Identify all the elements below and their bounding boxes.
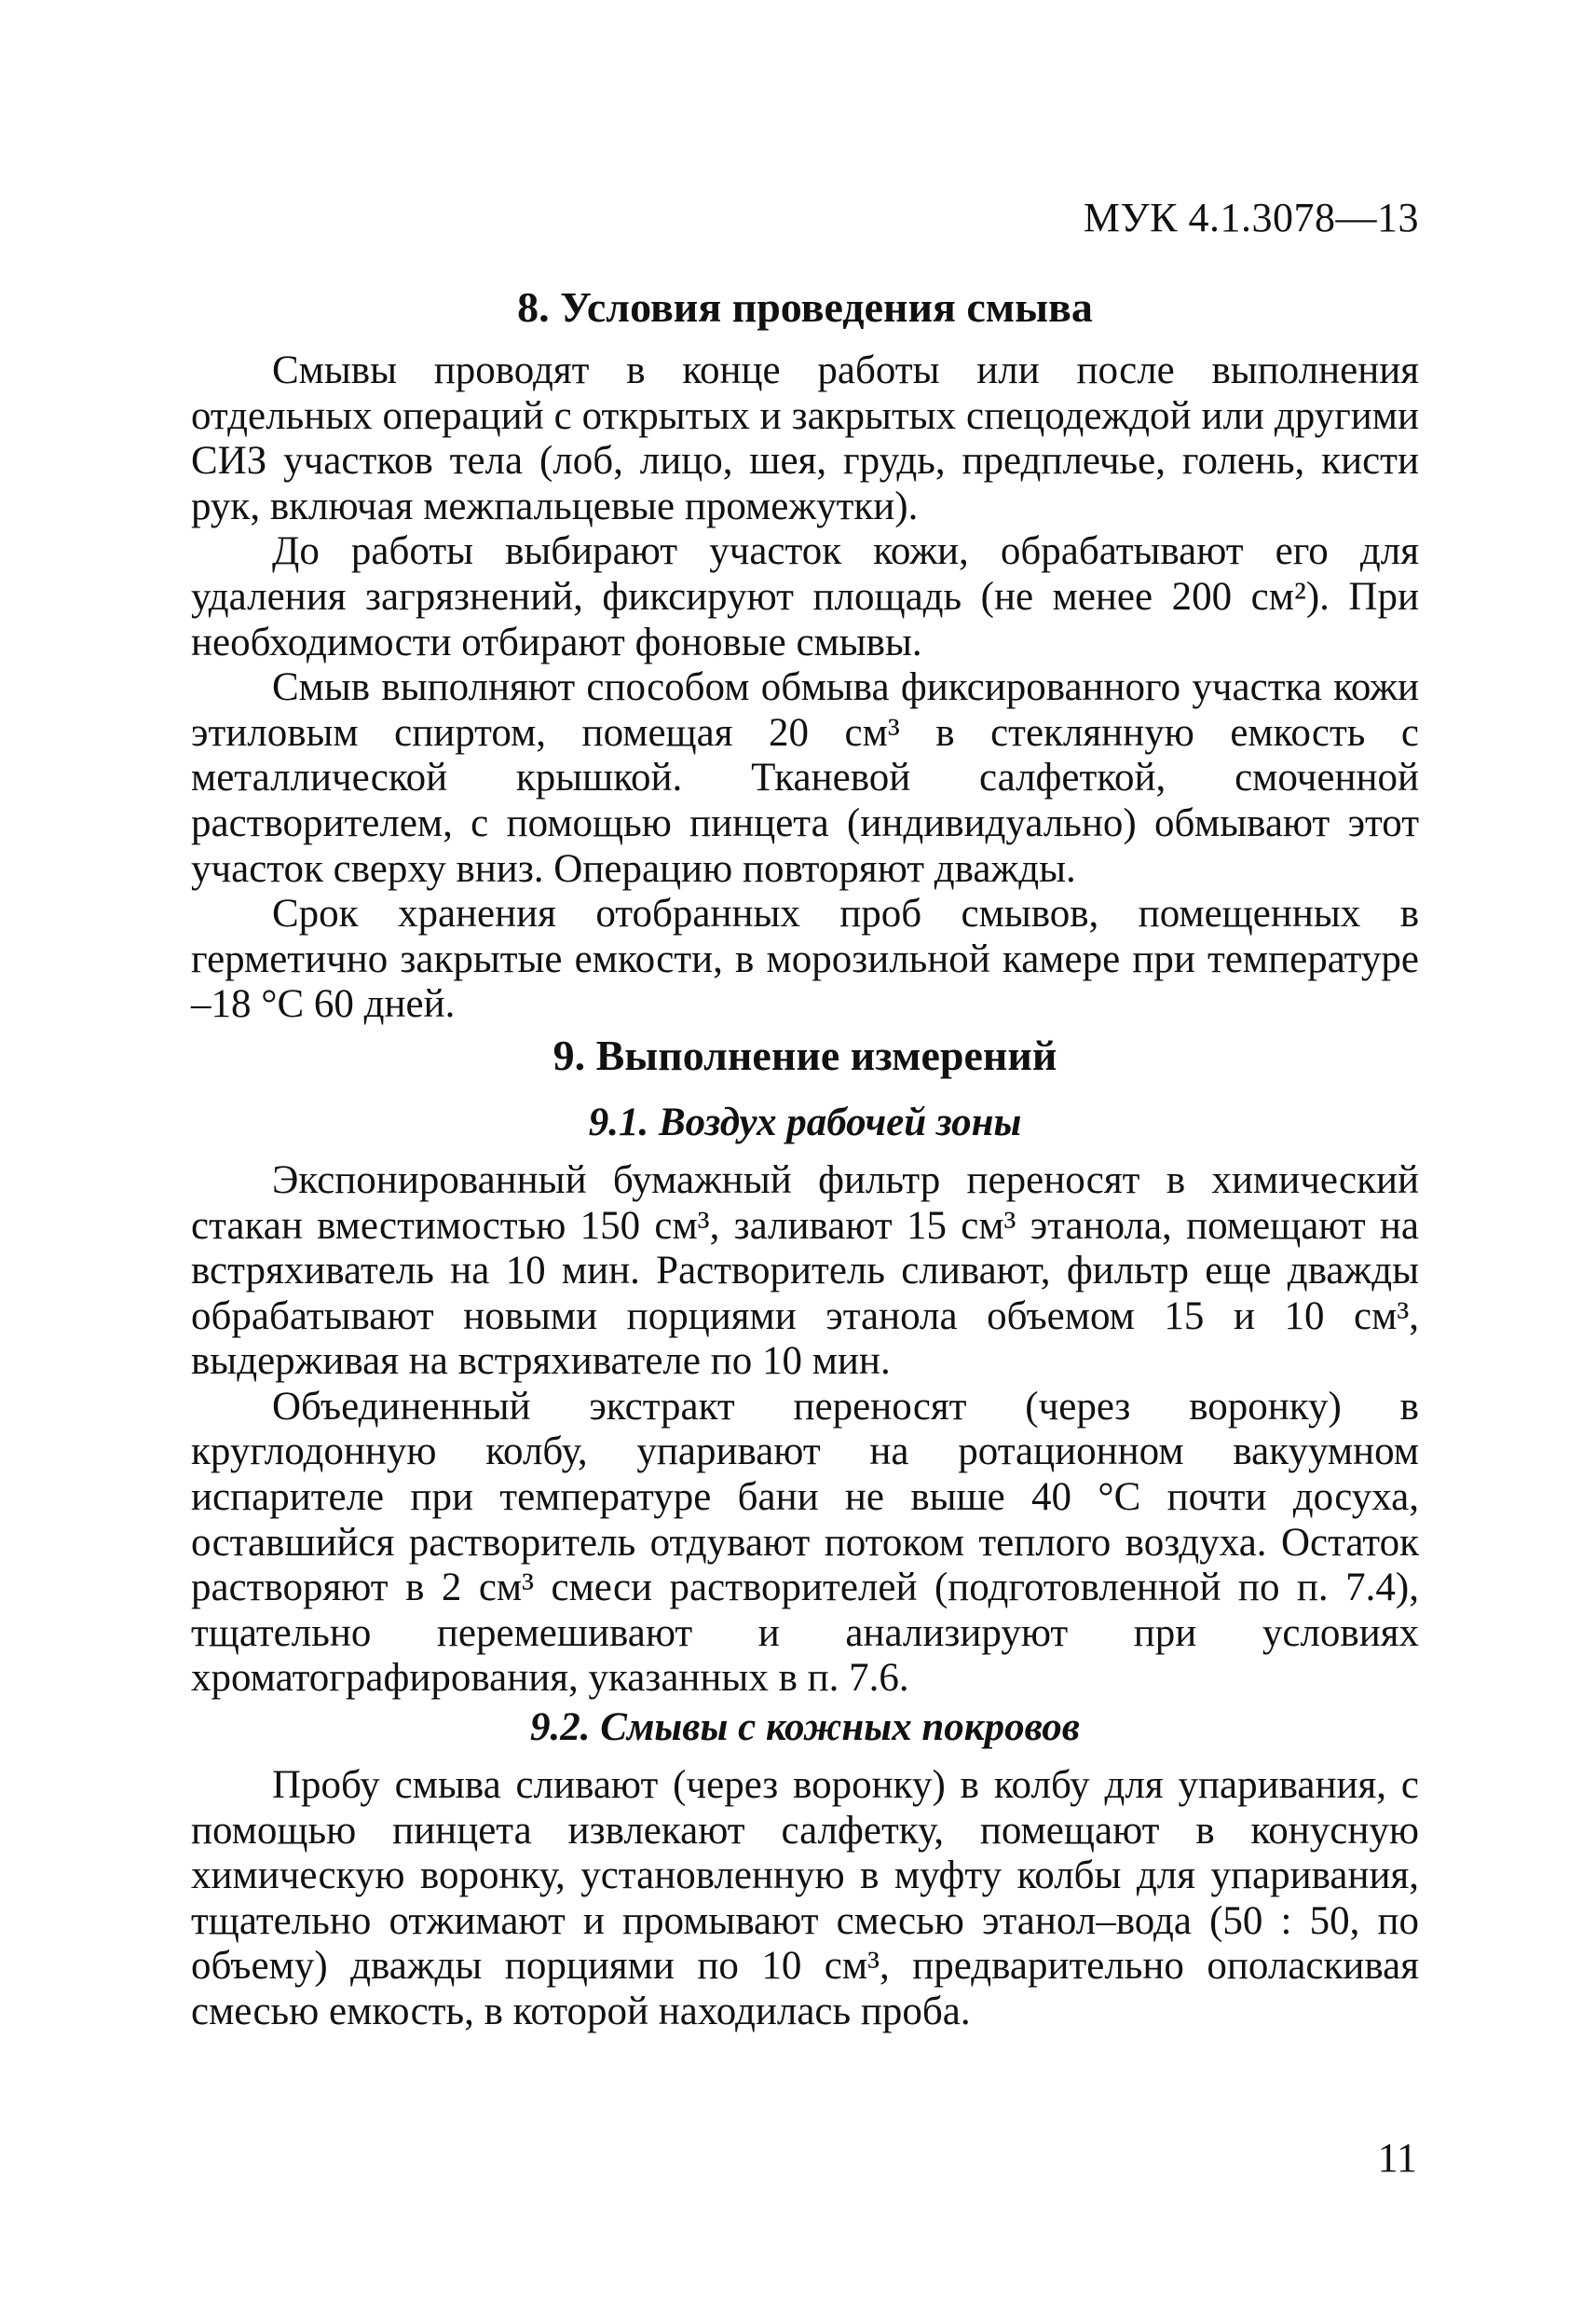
subsection-9-1-paragraph-2: Объединенный экстракт переносят (через воронку) в круглодонную колбу, упаривают на ротационном вакуумном испарителе при температуре бани не выше 40 °С почти досуха, оставшийся растворитель отдувают потоком теплого воздуха. Остаток растворяют в 2 см³ смеси растворителей (подготовленной по п. 7.4), тщательно перемешивают и анализируют при условиях хроматографирования, указанных в п. 7.6. xyxy=(191,1384,1419,1701)
document-code: МУК 4.1.3078—13 xyxy=(1083,195,1419,240)
section-8-paragraph-4: Срок хранения отобранных проб смывов, помещенных в герметично закрытые емкости, в морозильной камере при температуре –18 °С 60 дней. xyxy=(191,892,1419,1027)
subsection-9-2-paragraph-1: Пробу смыва сливают (через воронку) в колбу для упаривания, с помощью пинцета извлекают салфетку, помещают в конусную химическую воронку, установленную в муфту колбы для упаривания, тщательно отжимают и промывают смесью этанол–вода (50 : 50, по объему) дважды порциями по 10 см³, предварительно ополаскивая смесью емкость, в которой находилась проба. xyxy=(191,1763,1419,2033)
page-number: 11 xyxy=(1377,2135,1417,2181)
section-8-paragraph-2: До работы выбирают участок кожи, обрабатывают его для удаления загрязнений, фиксируют площадь (не менее 200 см²). При необходимости отбирают фоновые смывы. xyxy=(191,529,1419,664)
page-content xyxy=(191,280,1419,2035)
section-8-paragraph-1: Смывы проводят в конце работы или после выполнения отдельных операций с открытых и закрытых спецодеждой или другими СИЗ участков тела (лоб, лицо, шея, грудь, предплечье, голень, кисти рук, включая межпальцевые промежутки). xyxy=(191,349,1419,528)
subsection-9-1-title: 9.1. Воздух рабочей зоны xyxy=(588,1100,1022,1144)
section-8-paragraph-3: Смыв выполняют способом обмыва фиксированного участка кожи этиловым спиртом, помещая 20 см³ в стеклянную емкость с металлической крышкой. Тканевой салфеткой, смоченной растворителем, с помощью пинцета (индивидуально) обмывают этот участок сверху вниз. Операцию повторяют дважды. xyxy=(191,665,1419,891)
section-9-title: 9. Выполнение измерений xyxy=(552,1031,1057,1079)
subsection-9-2-title: 9.2. Смывы с кожных покровов xyxy=(530,1705,1080,1750)
section-8-title: 8. Условия проведения смыва xyxy=(517,283,1093,331)
subsection-9-1-paragraph-1: Экспонированный бумажный фильтр переносят в химический стакан вместимостью 150 см³, заливают 15 см³ этанола, помещают на встряхиватель на 10 мин. Растворитель сливают, фильтр еще дважды обрабатывают новыми порциями этанола объемом 15 и 10 см³, выдерживая на встряхивателе по 10 мин. xyxy=(191,1157,1419,1384)
